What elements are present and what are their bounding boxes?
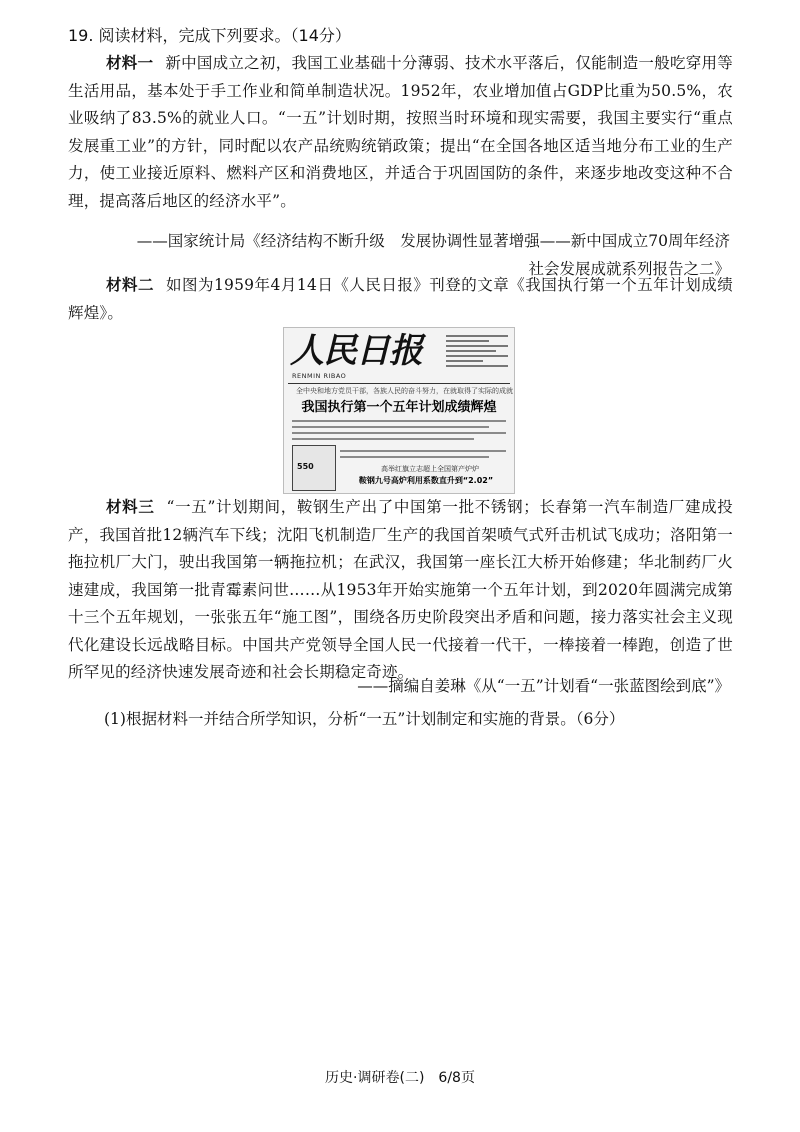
newspaper-subheadline-2: 鞍钢九号高炉利用系数直升到“2.02” xyxy=(358,476,494,485)
newspaper-columns xyxy=(340,446,506,460)
material-one xyxy=(68,50,733,215)
material-two xyxy=(68,272,733,327)
newspaper-rule xyxy=(288,383,510,384)
material-one-source-line1: ——国家统计局《经济结构不断升级 发展协调性显著增强——新中国成立70周年经济 xyxy=(136,232,730,250)
page-footer: 历史·调研卷(二) 6/8页 xyxy=(325,1070,475,1086)
material-three-source xyxy=(70,673,730,701)
newspaper-masthead: 人民日报 xyxy=(290,331,422,371)
newspaper-headline: 我国执行第一个五年计划成绩辉煌 xyxy=(301,400,497,415)
material-three-label: 材料三 xyxy=(106,498,155,516)
newspaper-subheadline-1: 高举红旗立志超上全国第产炉炉 xyxy=(381,465,479,473)
material-three-text: “一五”计划期间，鞍钢生产出了中国第一批不锈钢；长春第一汽车制造厂建成投产，我国首批12辆汽车下线；沈阳飞机制造厂生产的我国首架喷气式歼击机试飞成功；洛阳第一拖拉机厂大门，驶出我国第一辆拖拉机；在武汉，我国第一座长江大桥开始修建；华北制药厂火速建成，我国第一批青霉素问世……从1953年开始实施第一个五年计划，到2020年圆满完成第十三个五年规划，一张张五年“施工图”，围绕各历史阶段突出矛盾和问题，接力落实社会主义现代化建设长远战略目标。中国共产党领导全国人民一代接着一代干，一棒接着一棒跑，创造了世所罕见的经济快速发展奇迹和社会长期稳定奇迹。 xyxy=(68,498,733,681)
newspaper-date-block xyxy=(446,332,508,380)
newspaper-image xyxy=(283,327,515,494)
newspaper-subhead: 全中央和地方党员干部，各族人民的奋斗努力，在就取得了实际的成就 xyxy=(296,387,513,395)
material-two-text: 如图为1959年4月14日《人民日报》刊登的文章《我国执行第一个五年计划成绩辉煌》。 xyxy=(68,276,733,322)
question-title: 19. 阅读材料，完成下列要求。（14分） xyxy=(68,26,351,45)
material-one-source-line2: 社会发展成就系列报告之二》 xyxy=(528,259,730,278)
newspaper-inset-box xyxy=(292,445,336,491)
sub-question-1: (1)根据材料一并结合所学知识，分析“一五”计划制定和实施的背景。（6分） xyxy=(104,710,625,728)
newspaper-masthead-roman: RENMIN RIBAO xyxy=(292,372,347,380)
material-two-label: 材料二 xyxy=(106,276,154,294)
material-one-label: 材料一 xyxy=(106,54,154,72)
newspaper-inset-number: 550 xyxy=(297,462,314,471)
material-three xyxy=(68,494,733,687)
newspaper-body-text xyxy=(292,416,506,444)
material-three-source-line: ——摘编自姜琳《从“一五”计划看“一张蓝图绘到底”》 xyxy=(357,677,730,695)
material-one-text: 新中国成立之初，我国工业基础十分薄弱、技术水平落后，仅能制造一般吃穿用等生活用品，基本处于手工作业和简单制造状况。1952年，农业增加值占GDP比重为50.5%，农业吸纳了83.5%的就业人口。“一五”计划时期，按照当时环境和现实需要，我国主要实行“重点发展重工业”的方针，同时配以农产品统购统销政策；提出“在全国各地区适当地分布工业的生产力，使工业接近原料、燃料产区和消费地区，并适合于巩固国防的条件，来逐步地改变这种不合理，提高落后地区的经济水平”。 xyxy=(68,54,733,210)
